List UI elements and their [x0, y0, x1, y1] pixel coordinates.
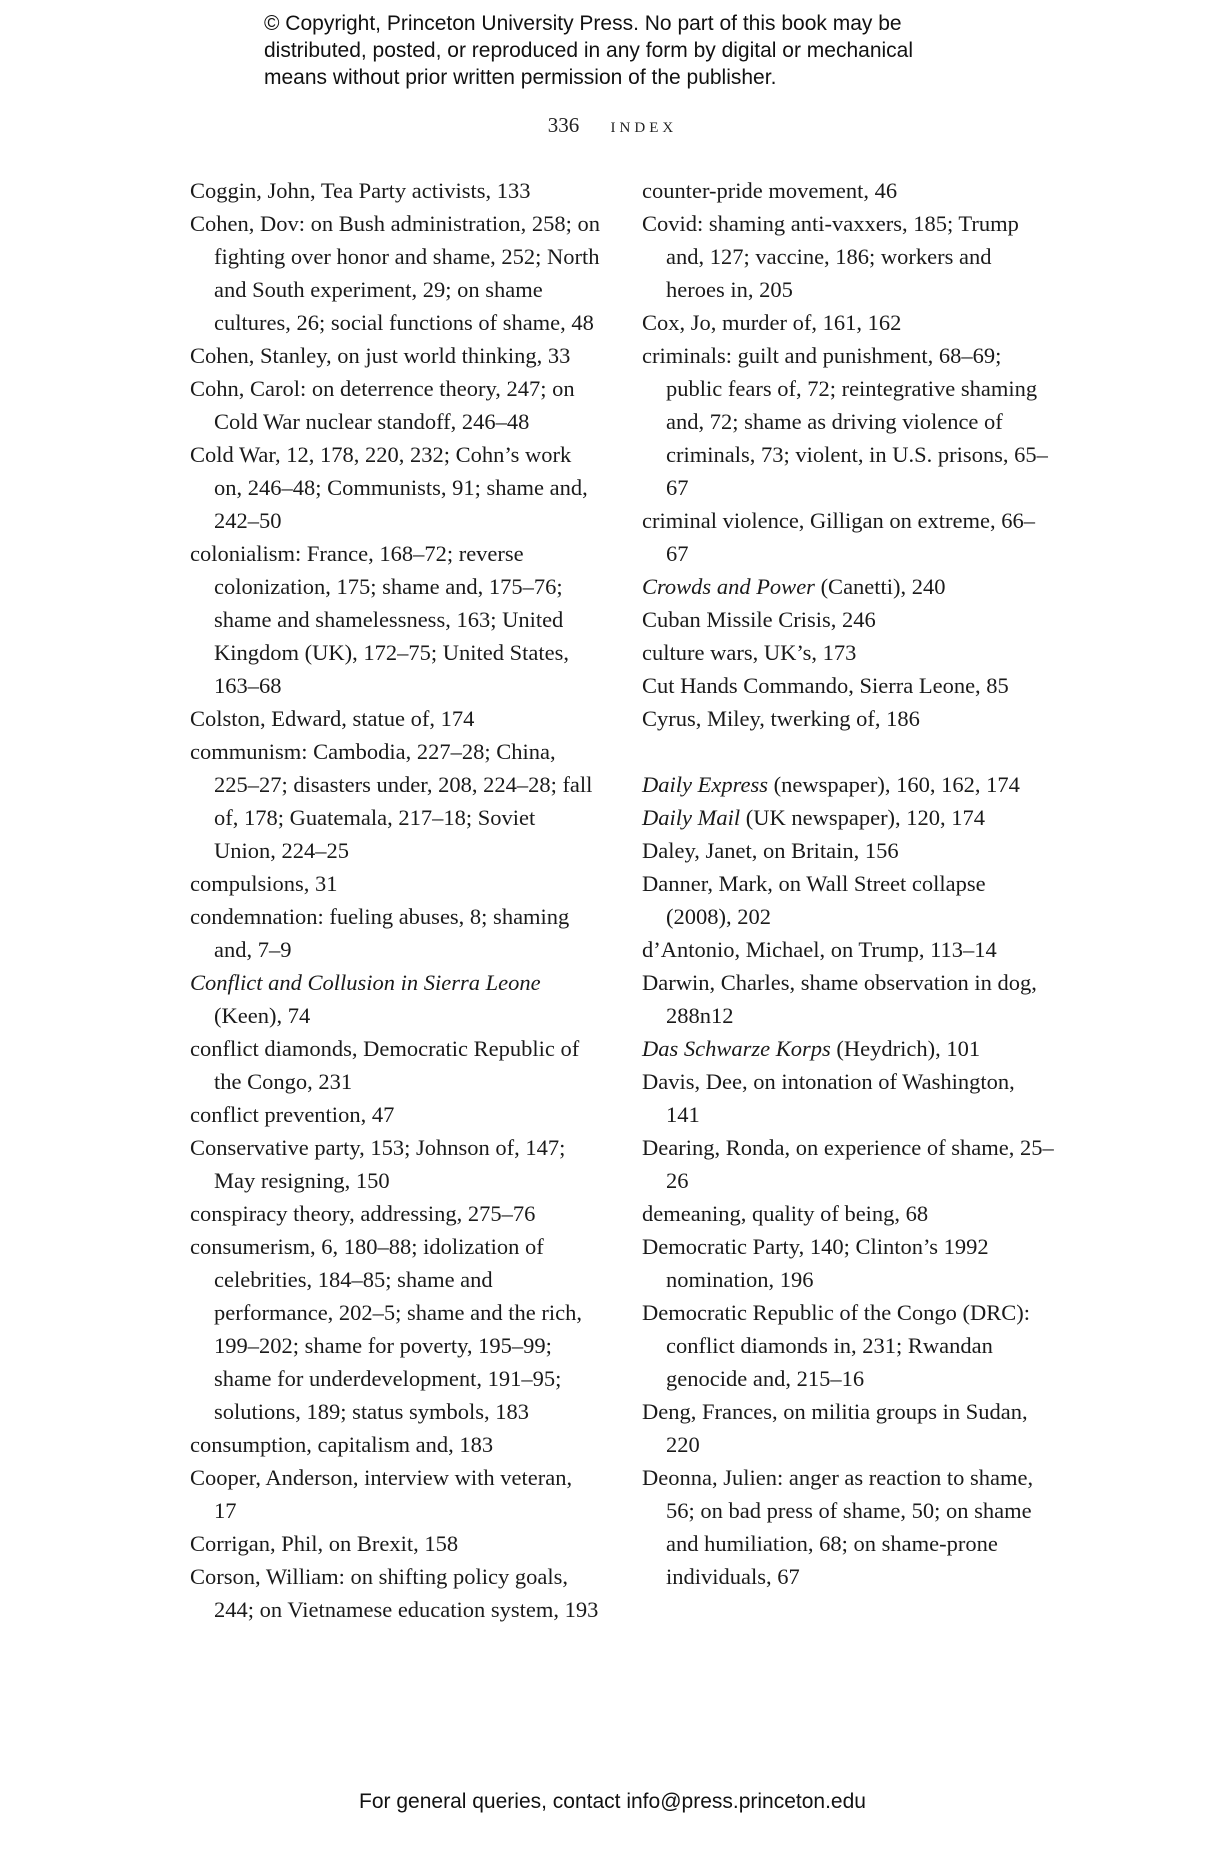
- index-entry-text: consumerism, 6, 180–88; idolization of celebrities, 184–85; shame and performance, 202–5; shame and the rich, 199–202; shame for poverty, 195–99; shame for underdevelopment, 191–95; solutions, 189; status symbols, 183: [190, 1234, 582, 1424]
- index-entry-title: Crowds and Power: [642, 574, 815, 599]
- index-entry-title: Das Schwarze Korps: [642, 1036, 831, 1061]
- index-entry-text: Cohen, Stanley, on just world thinking, 33: [190, 343, 571, 368]
- index-entry: [190, 537, 600, 702]
- index-entry: [190, 702, 600, 735]
- index-entry-text: Coggin, John, Tea Party activists, 133: [190, 178, 531, 203]
- index-entry: [190, 174, 600, 207]
- index-entry: [190, 339, 600, 372]
- index-entry-text: demeaning, quality of being, 68: [642, 1201, 929, 1226]
- index-entry-text: Colston, Edward, statue of, 174: [190, 706, 475, 731]
- index-entry: [642, 207, 1054, 306]
- index-entry-title: Daily Mail: [642, 805, 741, 830]
- index-entry-text: compulsions, 31: [190, 871, 338, 896]
- index-entry-text: counter-pride movement, 46: [642, 178, 898, 203]
- index-entry: [642, 834, 1054, 867]
- running-head: [0, 110, 1225, 140]
- index-entry: [190, 1032, 600, 1098]
- index-column-right: [642, 174, 1054, 1593]
- index-entry: [190, 438, 600, 537]
- index-entry-text: Cox, Jo, murder of, 161, 162: [642, 310, 902, 335]
- index-entry: [190, 1197, 600, 1230]
- index-entry-text: (Heydrich), 101: [830, 1036, 981, 1061]
- index-entry-text: Cooper, Anderson, interview with veteran, 17: [190, 1465, 573, 1523]
- index-entry-text: Cohn, Carol: on deterrence theory, 247; on Cold War nuclear standoff, 246–48: [190, 376, 575, 434]
- index-entry-text: (UK newspaper), 120, 174: [740, 805, 986, 830]
- page-number: 336: [547, 113, 580, 137]
- index-entry: [642, 669, 1054, 702]
- index-entry-text: condemnation: fueling abuses, 8; shaming and, 7–9: [190, 904, 570, 962]
- index-entry: [190, 1230, 600, 1428]
- index-entry-text: Deng, Frances, on militia groups in Sudan, 220: [642, 1399, 1028, 1457]
- index-entry: [642, 702, 1054, 735]
- index-entry-text: Danner, Mark, on Wall Street collapse (2008), 202: [642, 871, 986, 929]
- copyright-line: distributed, posted, or reproduced in any form by digital or mechanical: [264, 39, 914, 62]
- index-entry: [642, 768, 1054, 801]
- index-entry-text: colonialism: France, 168–72; reverse colonization, 175; shame and, 175–76; shame and shamelessness, 163; United Kingdom (UK), 172–75; United States, 163–68: [190, 541, 569, 698]
- index-entry: [642, 1197, 1054, 1230]
- index-entry-text: Cut Hands Commando, Sierra Leone, 85: [642, 673, 1009, 698]
- index-entry-text: communism: Cambodia, 227–28; China, 225–27; disasters under, 208, 224–28; fall of, 178; Guatemala, 217–18; Soviet Union, 224–25: [190, 739, 593, 863]
- index-entry: [190, 966, 600, 1032]
- index-entry: [190, 1527, 600, 1560]
- index-entry-text: consumption, capitalism and, 183: [190, 1432, 494, 1457]
- index-entry: [642, 1131, 1054, 1197]
- index-entry-text: Corrigan, Phil, on Brexit, 158: [190, 1531, 459, 1556]
- index-entry: [642, 504, 1054, 570]
- index-entry-text: Cyrus, Miley, twerking of, 186: [642, 706, 920, 731]
- index-entry-text: (Canetti), 240: [814, 574, 946, 599]
- index-entry: [642, 966, 1054, 1032]
- index-entry: [190, 1428, 600, 1461]
- index-entry-text: d’Antonio, Michael, on Trump, 113–14: [642, 937, 997, 962]
- section-title: index: [610, 113, 678, 137]
- copyright-line: means without prior written permission of the publisher.: [264, 66, 777, 89]
- index-entry-text: (newspaper), 160, 162, 174: [768, 772, 1020, 797]
- index-entry: [642, 1032, 1054, 1065]
- index-entry-text: Dearing, Ronda, on experience of shame, 25–26: [642, 1135, 1054, 1193]
- index-entry-title: Conflict and Collusion in Sierra Leone: [190, 970, 541, 995]
- footer-contact: For general queries, contact info@press.princeton.edu: [359, 1790, 866, 1813]
- index-entry-text: Conservative party, 153; Johnson of, 147; May resigning, 150: [190, 1135, 566, 1193]
- index-entry: [190, 1131, 600, 1197]
- index-entry-text: Daley, Janet, on Britain, 156: [642, 838, 899, 863]
- index-entry-text: Corson, William: on shifting policy goals, 244; on Vietnamese education system, 193: [190, 1564, 599, 1622]
- index-entry: [190, 372, 600, 438]
- index-entry: [190, 1098, 600, 1131]
- index-entry: [190, 867, 600, 900]
- index-entry: [642, 1296, 1054, 1395]
- index-entry-text: Democratic Party, 140; Clinton’s 1992 nomination, 196: [642, 1234, 989, 1292]
- index-entry: [190, 735, 600, 867]
- index-entry: [642, 933, 1054, 966]
- index-entry-text: conspiracy theory, addressing, 275–76: [190, 1201, 536, 1226]
- index-entry: [642, 570, 1054, 603]
- index-entry: [642, 174, 1054, 207]
- index-entry-text: Deonna, Julien: anger as reaction to shame, 56; on bad press of shame, 50; on shame and humiliation, 68; on shame-prone individuals, 67: [642, 1465, 1034, 1589]
- index-entry-text: culture wars, UK’s, 173: [642, 640, 857, 665]
- index-entry-text: Democratic Republic of the Congo (DRC): conflict diamonds in, 231; Rwandan genocide and, 215–16: [642, 1300, 1031, 1391]
- index-entry-text: Cuban Missile Crisis, 246: [642, 607, 876, 632]
- index-entry-text: Cohen, Dov: on Bush administration, 258; on fighting over honor and shame, 252; North and South experiment, 29; on shame cultures, 26; social functions of shame, 48: [190, 211, 600, 335]
- index-entry: [190, 1461, 600, 1527]
- index-entry: [190, 900, 600, 966]
- index-entry-text: Covid: shaming anti-vaxxers, 185; Trump and, 127; vaccine, 186; workers and heroes in, 205: [642, 211, 1019, 302]
- index-entry: [190, 1560, 600, 1626]
- index-entry: [642, 1230, 1054, 1296]
- index-entry-title: Daily Express: [642, 772, 769, 797]
- index-entry: [642, 636, 1054, 669]
- index-entry: [190, 207, 600, 339]
- index-entry: [642, 867, 1054, 933]
- index-entry-text: Davis, Dee, on intonation of Washington, 141: [642, 1069, 1015, 1127]
- index-entry-text: criminals: guilt and punishment, 68–69; public fears of, 72; reintegrative shaming and, 72; shame as driving violence of criminals, 73; violent, in U.S. prisons, 65–67: [642, 343, 1048, 500]
- index-entry-text: conflict diamonds, Democratic Republic of the Congo, 231: [190, 1036, 580, 1094]
- index-entry: [642, 1461, 1054, 1593]
- index-entry-text: criminal violence, Gilligan on extreme, 66–67: [642, 508, 1036, 566]
- index-entry-text: Darwin, Charles, shame observation in dog, 288n12: [642, 970, 1037, 1028]
- index-entry: [642, 339, 1054, 504]
- index-entry: [642, 603, 1054, 636]
- index-entry-text: Cold War, 12, 178, 220, 232; Cohn’s work on, 246–48; Communists, 91; shame and, 242–50: [190, 442, 588, 533]
- copyright-notice: [264, 10, 984, 91]
- index-entry: [642, 306, 1054, 339]
- index-entry: [642, 1395, 1054, 1461]
- index-entry-text: (Keen), 74: [214, 1003, 311, 1028]
- index-entry-text: conflict prevention, 47: [190, 1102, 395, 1127]
- copyright-line: © Copyright, Princeton University Press. No part of this book may be: [264, 12, 902, 35]
- index-entry: [642, 1065, 1054, 1131]
- index-column-left: [190, 174, 600, 1626]
- index-entry: [642, 801, 1054, 834]
